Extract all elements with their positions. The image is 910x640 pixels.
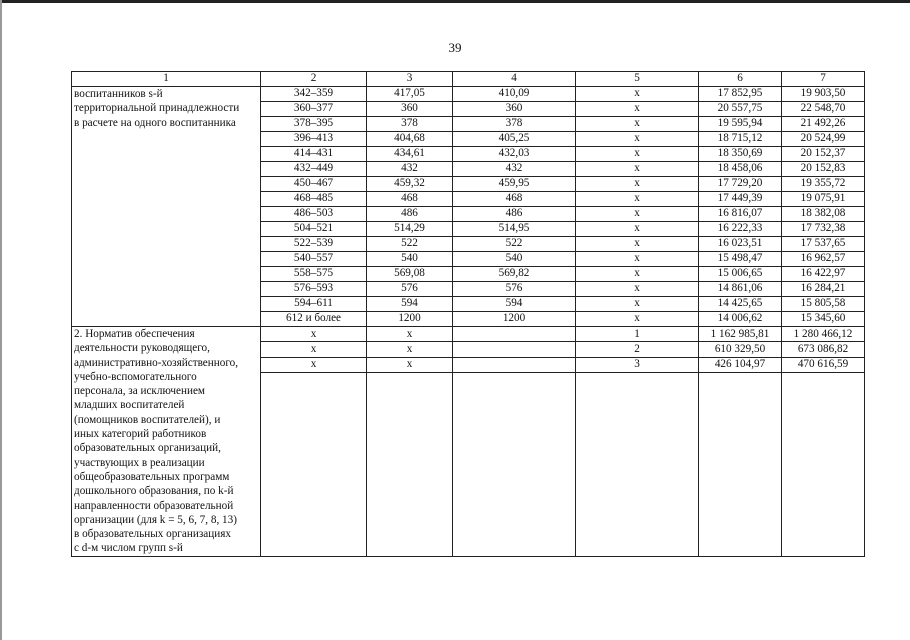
label-line: учебно-вспомогательного bbox=[74, 370, 197, 383]
table-cell: 1200 bbox=[453, 312, 576, 327]
table-cell: x bbox=[576, 87, 699, 102]
table-cell: 673 086,82 bbox=[782, 342, 865, 357]
table-cell: 3 bbox=[576, 357, 699, 372]
table-cell-empty bbox=[699, 373, 782, 557]
table-cell: 19 595,94 bbox=[699, 117, 782, 132]
table-cell: 612 и более bbox=[261, 312, 367, 327]
table-cell: 14 006,62 bbox=[699, 312, 782, 327]
table-cell: 468–485 bbox=[261, 192, 367, 207]
table-row bbox=[72, 327, 865, 342]
table-cell: 18 350,69 bbox=[699, 147, 782, 162]
table-cell: 14 425,65 bbox=[699, 297, 782, 312]
table-cell: 504–521 bbox=[261, 222, 367, 237]
table-cell: 404,68 bbox=[367, 132, 453, 147]
table-cell: 576 bbox=[367, 282, 453, 297]
table-cell bbox=[453, 357, 576, 372]
section2-label-cell bbox=[72, 327, 261, 557]
table-cell: 360 bbox=[367, 102, 453, 117]
table-cell: 610 329,50 bbox=[699, 342, 782, 357]
table-cell: 426 104,97 bbox=[699, 357, 782, 372]
table-cell: x bbox=[576, 177, 699, 192]
table-cell: 20 557,75 bbox=[699, 102, 782, 117]
norms-table-body bbox=[72, 72, 865, 557]
table-cell: 18 382,08 bbox=[782, 207, 865, 222]
table-cell: 576–593 bbox=[261, 282, 367, 297]
table-cell: 434,61 bbox=[367, 147, 453, 162]
table-cell-empty bbox=[261, 373, 367, 557]
table-cell: 417,05 bbox=[367, 87, 453, 102]
table-cell: 18 458,06 bbox=[699, 162, 782, 177]
table-cell: 1 bbox=[576, 327, 699, 342]
table-cell: 17 729,20 bbox=[699, 177, 782, 192]
header-cell: 4 bbox=[453, 72, 576, 87]
table-cell: 486 bbox=[453, 207, 576, 222]
table-cell: 360–377 bbox=[261, 102, 367, 117]
table-cell: 522 bbox=[367, 237, 453, 252]
table-cell bbox=[453, 342, 576, 357]
table-cell: x bbox=[576, 222, 699, 237]
label-line: территориальной принадлежности bbox=[74, 102, 240, 115]
table-cell: 410,09 bbox=[453, 87, 576, 102]
label-line: образовательных организаций, bbox=[74, 442, 221, 455]
table-cell: x bbox=[367, 327, 453, 342]
table-cell: 576 bbox=[453, 282, 576, 297]
table-cell: 15 345,60 bbox=[782, 312, 865, 327]
table-cell: 468 bbox=[453, 192, 576, 207]
table-cell: 16 284,21 bbox=[782, 282, 865, 297]
table-cell: 20 152,83 bbox=[782, 162, 865, 177]
label-line: организации (для k = 5, 6, 7, 8, 13) bbox=[74, 513, 237, 526]
table-cell: x bbox=[576, 267, 699, 282]
table-cell: x bbox=[576, 237, 699, 252]
table-cell: x bbox=[576, 297, 699, 312]
table-cell: 1 280 466,12 bbox=[782, 327, 865, 342]
table-cell: 470 616,59 bbox=[782, 357, 865, 372]
table-cell: 540 bbox=[453, 252, 576, 267]
table-row bbox=[72, 87, 865, 102]
table-cell: 16 023,51 bbox=[699, 237, 782, 252]
table-cell: 468 bbox=[367, 192, 453, 207]
header-cell: 1 bbox=[72, 72, 261, 87]
table-cell: 514,29 bbox=[367, 222, 453, 237]
table-cell: 486 bbox=[367, 207, 453, 222]
page-number: 39 bbox=[448, 40, 462, 55]
table-cell-empty bbox=[453, 373, 576, 557]
table-cell: 558–575 bbox=[261, 267, 367, 282]
table-cell: 459,95 bbox=[453, 177, 576, 192]
table-cell: x bbox=[576, 207, 699, 222]
table-cell: 19 355,72 bbox=[782, 177, 865, 192]
header-cell: 6 bbox=[699, 72, 782, 87]
table-cell: 432 bbox=[453, 162, 576, 177]
table-cell: 522–539 bbox=[261, 237, 367, 252]
label-line: иных категорий работников bbox=[74, 428, 207, 441]
table-cell: x bbox=[576, 162, 699, 177]
label-line: деятельности руководящего, bbox=[74, 342, 210, 355]
label-line: общеобразовательных программ bbox=[74, 470, 230, 483]
norms-table bbox=[71, 71, 865, 557]
table-cell-empty bbox=[576, 373, 699, 557]
label-line: направленности образовательной bbox=[74, 499, 234, 512]
label-line: персонала, за исключением bbox=[74, 385, 205, 398]
table-cell: 514,95 bbox=[453, 222, 576, 237]
table-cell: 16 816,07 bbox=[699, 207, 782, 222]
table-cell: x bbox=[576, 147, 699, 162]
table-cell: x bbox=[261, 342, 367, 357]
table-cell: 21 492,26 bbox=[782, 117, 865, 132]
table-cell: 540 bbox=[367, 252, 453, 267]
table-cell: x bbox=[367, 342, 453, 357]
table-cell: 17 449,39 bbox=[699, 192, 782, 207]
header-cell: 5 bbox=[576, 72, 699, 87]
table-cell: 378 bbox=[453, 117, 576, 132]
table-cell: 2 bbox=[576, 342, 699, 357]
table-cell: 19 903,50 bbox=[782, 87, 865, 102]
label-line: 2. Норматив обеспечения bbox=[74, 328, 195, 340]
table-cell: 432–449 bbox=[261, 162, 367, 177]
header-row bbox=[72, 72, 865, 87]
table-cell: 20 524,99 bbox=[782, 132, 865, 147]
label-line: административно-хозяйственного, bbox=[74, 356, 239, 369]
table-cell: 16 422,97 bbox=[782, 267, 865, 282]
table-cell: 396–413 bbox=[261, 132, 367, 147]
table-cell-empty bbox=[782, 373, 865, 557]
label-line: дошкольного образования, по k-й bbox=[74, 485, 234, 498]
table-cell: 378 bbox=[367, 117, 453, 132]
table-cell: 1 162 985,81 bbox=[699, 327, 782, 342]
table-cell: 15 498,47 bbox=[699, 252, 782, 267]
table-cell: 594 bbox=[453, 297, 576, 312]
table-cell: 540–557 bbox=[261, 252, 367, 267]
table-cell: 16 962,57 bbox=[782, 252, 865, 267]
label-line: воспитанников s-й bbox=[74, 88, 163, 100]
table-cell: 414–431 bbox=[261, 147, 367, 162]
table-cell: 378–395 bbox=[261, 117, 367, 132]
table-cell: 22 548,70 bbox=[782, 102, 865, 117]
table-cell: 432,03 bbox=[453, 147, 576, 162]
table-cell: 17 852,95 bbox=[699, 87, 782, 102]
table-cell: x bbox=[576, 192, 699, 207]
header-cell: 2 bbox=[261, 72, 367, 87]
table-cell: 594–611 bbox=[261, 297, 367, 312]
table-cell: x bbox=[576, 117, 699, 132]
table-cell: 20 152,37 bbox=[782, 147, 865, 162]
table-cell: 569,08 bbox=[367, 267, 453, 282]
table-cell: x bbox=[367, 357, 453, 372]
table-cell: 15 006,65 bbox=[699, 267, 782, 282]
table-cell: 569,82 bbox=[453, 267, 576, 282]
section1-label-cell bbox=[72, 87, 261, 327]
table-cell: x bbox=[261, 357, 367, 372]
table-cell: 432 bbox=[367, 162, 453, 177]
table-cell: 18 715,12 bbox=[699, 132, 782, 147]
table-cell: x bbox=[576, 282, 699, 297]
page-left-border bbox=[0, 0, 2, 640]
table-cell: 1200 bbox=[367, 312, 453, 327]
table-cell: x bbox=[576, 132, 699, 147]
table-cell: 486–503 bbox=[261, 207, 367, 222]
label-line: с d-м числом групп s-й bbox=[74, 542, 183, 555]
table-cell: 459,32 bbox=[367, 177, 453, 192]
label-line: в образовательных организациях bbox=[74, 528, 231, 541]
label-line: младших воспитателей bbox=[74, 399, 185, 412]
table-cell: 17 732,38 bbox=[782, 222, 865, 237]
table-cell: x bbox=[261, 327, 367, 342]
table-cell: 17 537,65 bbox=[782, 237, 865, 252]
table-cell: 450–467 bbox=[261, 177, 367, 192]
table-cell: x bbox=[576, 312, 699, 327]
table-cell: 14 861,06 bbox=[699, 282, 782, 297]
table-cell: 16 222,33 bbox=[699, 222, 782, 237]
table-cell: 405,25 bbox=[453, 132, 576, 147]
header-cell: 3 bbox=[367, 72, 453, 87]
table-cell: 342–359 bbox=[261, 87, 367, 102]
label-line: в расчете на одного воспитанника bbox=[74, 116, 236, 129]
header-cell: 7 bbox=[782, 72, 865, 87]
table-cell: x bbox=[576, 252, 699, 267]
table-cell: 522 bbox=[453, 237, 576, 252]
label-line: (помощников воспитателей), и bbox=[74, 413, 221, 426]
table-cell: 360 bbox=[453, 102, 576, 117]
table-cell-empty bbox=[367, 373, 453, 557]
label-line: участвующих в реализации bbox=[74, 456, 205, 469]
table-cell: 19 075,91 bbox=[782, 192, 865, 207]
table-cell bbox=[453, 327, 576, 342]
table-cell: x bbox=[576, 102, 699, 117]
table-cell: 594 bbox=[367, 297, 453, 312]
page-top-border bbox=[0, 0, 910, 3]
table-cell: 15 805,58 bbox=[782, 297, 865, 312]
